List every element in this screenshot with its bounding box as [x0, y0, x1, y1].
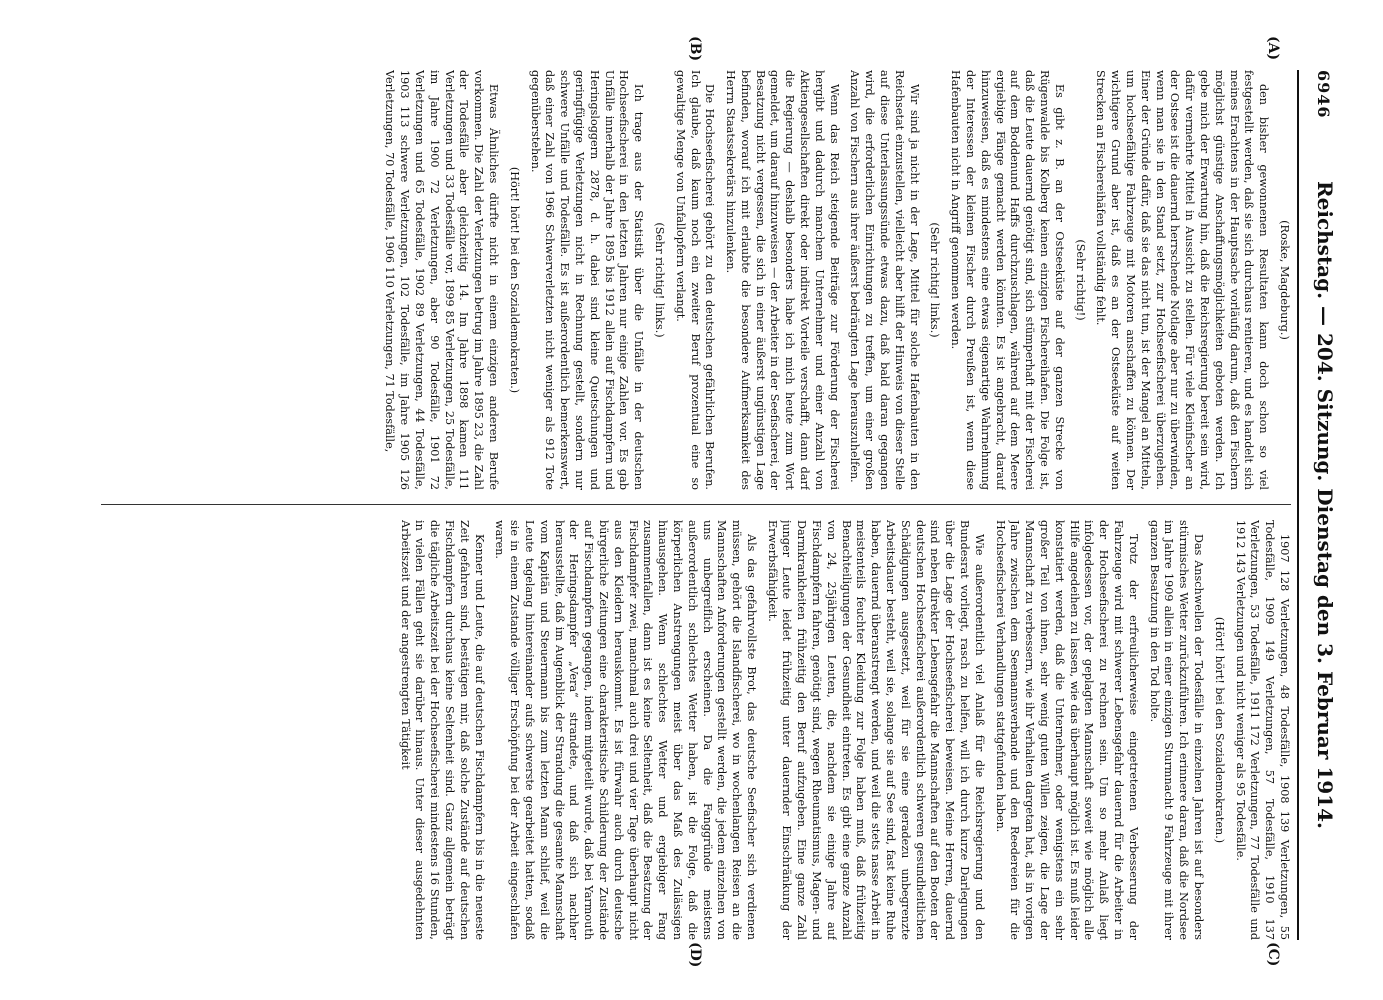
page-number: 6946	[1314, 70, 1333, 119]
paragraph: Es gibt z. B. an der Ostseeküste auf der ganzen Strecke von Rügenwalde bis Kolberg keinen einzigen Fischereihafen. Die Folge ist, daß die Leute dauernd genötigt sind, sich stümperhaft mit der Fischerei auf dem Boddenund Haffs durchzuschlagen, während auf dem Meere ergiebige Fänge gemacht werden könnten. Es ist angebracht, darauf hinzuweisen, daß es mindestens eine etwas eigenartige Wahrnehmung der Interessen der kleinen Fischer durch Preußen ist, wenn diese Hafenbauten nicht in Angriff genommen werden.	[949, 70, 1066, 490]
paragraph: Ich trage aus der Statistik über die Unfälle in der deutschen Hochseefischerei in den letzten Jahren nur einige Zahlen vor. Es gab Unfälle innerhalb der Jahre 1895 bis 1912 allein auf Fischdampfern und Heringsloggern 2878, d. h. dabei sind kleine Quetschungen und geringfügige Verletzungen nicht in Rechnung gestellt, sondern nur schwere Unfälle und Todesfälle. Es ist außerordentlich bemerkenswert, daß einer Zahl von 1966 Schwerverletzten nicht weniger als 912 Tote gegenüberstehen.	[528, 70, 646, 490]
paragraph: Etwas Ähnliches dürfte nicht in einem einzigen anderen Berufe vorkommen. Die Zahl der Verletzungen betrug im Jahre 1895 23, die Zahl der Todesfälle aber gleichzeitig 14. Im Jahre 1898 kamen 111 Verletzungen und 33 Todesfälle vor, 1899 85 Verletzungen, 25 Todesfälle, im Jahre 1900 72 Verletzungen, aber 90 Todesfälle, 1901 72 Verletzungen und 65 Todesfälle, 1902 89 Verletzungen, 44 Todesfälle, 1903 113 schwere Verletzungen, 102 Todesfälle, im Jahre 1905 126 Verletzungen, 70 Todesfälle, 1906 110 Verletzungen, 71 Todesfälle,	[383, 70, 500, 490]
paragraph: (Hört! hört! bei den Sozialdemokraten.)	[1212, 616, 1226, 844]
right-column	[101, 520, 1291, 940]
page-header	[1297, 70, 1343, 940]
paragraph: Als das gefahrvollste Brot, das deutsche Seefischer sich verdienen müssen, gehört die Islandfischerei, wo in wochenlangen Reisen an die Mannschaften Anforderungen gestellt werden, die jedem einzelnen von uns unbegreiflich erscheinen. Da die Fanggründe meistens außerordentlich schlechtes Wetter haben, ist die Folge, daß die körperlichen Anstrengungen meist über das Maß des Zulässigen hinausgehen. Wenn schlechtes Wetter und ergiebiger Fang zusammenfallen, dann ist es keine Seltenheit, daß die Besatzung der Fischdampfer zwei, manchmal auch drei und vier Tage überhaupt nicht aus den Kleidern herauskommt. Es ist fürwahr auch durch deutsche bürgerliche Zeitungen eine charakteristische Schilderung der Zustände auf Fischdampfern gegangen, indem mitgeteilt wurde, daß bei Yarmouth der Heringsdampfer „Vera“ strandete, und daß sich nachher herausstellte, daß im Augenblick der Strandung die gesamte Mannschaft vom Kapitän und Steuermann bis zum letzten Mann schlief, weil die Leute tagelang hintereinander aufs schwerste gearbeitet hatten, sodaß sie in einem Zustande völliger Erschöpfung bei der Arbeit eingeschlafen waren.	[493, 520, 758, 940]
margin-marker-a: (A)	[1265, 36, 1281, 61]
margin-marker-c: (C)	[1265, 942, 1281, 967]
paragraph: Kenner und Leute, die auf deutschen Fischdampfern bis in die neueste Zeit gefahren sind, bestätigen mir, daß solche Zustände auf deutschen Fischdampfern durchaus keine Seltenheit sind. Ganz allgemein beträgt die tägliche Arbeitszeit bei der Hochseefischerei mindestens 16 Stunden, in vielen Fällen geht sie darüber hinaus. Unter dieser ausgedehnten Arbeitszeit und der angestrengten Tätigkeit	[398, 520, 486, 940]
left-column	[101, 70, 1291, 490]
paragraph: Wir sind ja nicht in der Lage, Mittel für solche Hafenbauten in den Reichsetat einzustellen, vielleicht aber hilft der Hinweis von dieser Stelle auf diese Unterlassungssünde etwas dazu, daß bald daran gegangen wird, die erforderlichen Einrichtungen zu treffen, um einer großen Anzahl von Fischern aus ihrer äußerst bedrängten Lage herauszuhelfen.	[848, 70, 921, 490]
page-title: Reichstag. — 204. Sitzung. Dienstag den 3. Februar 1914.	[1313, 181, 1337, 829]
margin-marker-b: (B)	[687, 36, 703, 62]
paragraph: (Hört! hört! bei den Sozialdemokraten.)	[507, 166, 521, 394]
paragraph: Trotz der erfreulicherweise eingetretenen Verbesserung der Fahrzeuge wird mit schwerer Lebensgefahr dauernd für die Arbeiter in der Hochseefischerei zu rechnen sein. Um so mehr Anlaß liegt infolgedessen vor, der geplagten Mannschaft soweit wie möglich alle Hilfe angedeihen zu lassen, wie das überhaupt möglich ist. Es muß leider konstatiert werden, daß die Unternehmer, oder wenigstens ein sehr großer Teil von ihnen, sehr wenig guten Willen zeigen, die Lage der Mannschaft zu verbessern, wie ihr Verhalten dargetan hat, als in vorigen Jahre zwischen dem Seemannsverbande und den Reedereien für die Hochseefischerei Verhandlungen stattgefunden haben.	[993, 520, 1140, 940]
paragraph: Das Anschwellen der Todesfälle in einzelnen Jahren ist auf besonders stürmisches Wetter zurückzuführen. Ich erinnere daran, daß die Nordsee im Jahre 1909 allein in einer einzigen Sturmnacht 9 Fahrzeuge mit ihrer ganzen Besatzung in den Tod holte.	[1147, 520, 1206, 940]
speaker-name: (Roske, Magdeburg.)	[1278, 220, 1291, 340]
paragraph: den bisher gewonnenen Resultaten kann doch schon so viel festgestellt werden, daß sie sich durchaus rentieren, und es handelt sich meines Erachtens in der Hauptsache vorläufig darum, daß den Fischern möglichst günstige Anschaffungsmöglichkeiten geboten werden. Ich gebe mich der Erwartung hin, daß die Reichsregierung bereit sein wird, dafür vermehrte Mittel in Aussicht zu stellen. Für viele Kleinfischer an der Ostsee ist die dauernd herrschende Notlage aber nur zu überwinden, wenn man sie in den Stand setzt, zur Hochseefischerei überzugehen. Einer der Gründe dafür, daß sie das nicht tun, ist der Mangel an Mitteln, um hochseefähige Fahrzeuge mit Motoren anschaffen zu können. Der wichtigere Grund aber ist, daß es an der Ostseeküste auf weiten Strecken an Fischereihäfen vollständig fehlt.	[1094, 70, 1271, 490]
paragraph: Wenn das Reich steigende Beiträge zur Förderung der Fischerei hergibt und dadurch manchem Unternehmer und einer Anzahl von Aktiengesellschaften direkt oder indirekt Vorteile verschafft, dann darf die Regierung — deshalb besonders habe ich mich heute zum Wort gemeldet, um darauf hinzuweisen — der Arbeiter in der Seefischerei, der Besatzung nicht vergessen, die sich in einer äußerst ungünstigen Lage befinden, worauf ich mit erlaubte die besondere Aufmerksamkeit des Herrn Staatssekretärs hinzulenken.	[724, 70, 841, 490]
column-divider	[101, 504, 1291, 505]
paragraph: 1907 128 Verletzungen, 48 Todesfälle, 1908 139 Verletzungen, 55 Todesfälle, 1909 149 Verletzungen, 57 Todesfälle, 1910 137 Verletzungen, 53 Todesfälle, 1911 172 Verletzungen, 77 Todesfälle und 1912 143 Verletzungen und nicht weniger als 95 Todesfälle.	[1233, 520, 1291, 940]
paragraph: Die Hochseefischerei gehört zu den deutschen gefährlichen Berufen. Ich glaube, daß kaum noch ein zweiter Beruf prozentual eine so gewaltige Menge von Unfallopfern verlangt.	[673, 70, 717, 490]
paragraph: (Sehr richtig! links.)	[652, 222, 666, 338]
paragraph: (Sehr richtig! links.)	[928, 222, 942, 338]
margin-marker-d: (D)	[687, 942, 703, 968]
paragraph: (Sehr richtig!)	[1073, 239, 1087, 321]
document-page	[73, 36, 1343, 968]
paragraph: Wie außerordentlich viel Anlaß für die Reichsregierung und den Bundesrat vorliegt, rasch zu helfen, will ich durch kurze Darlegungen über die Lage der Hochseefischerei beweisen. Meine Herren, dauernd sind neben direkter Lebensgefahr die Mannschaften auf den Booten der deutschen Hochseefischerei außerordentlich schweren gesundheitlichen Schädigungen ausgesetzt, weil für sie eine geradezu unbegrenzte Arbeitsdauer besteht, weil sie, solange sie auf See sind, fast keine Ruhe haben, dauernd überanstrengt werden, und weil die stets nasse Arbeit in meistenteils feuchter Kleidung zur Folge haben muß, daß frühzeitig Benachteiligungen der Gesundheit eintreten. Es gibt eine ganze Anzahl von 24, 25jährigen Leuten, die, nachdem sie einige Jahre auf Fischdampfern fahren, genötigt sind, wegen Rheumatismus, Magen- und Darmkrankheiten frühzeitig den Beruf aufzugeben. Eine ganze Zahl junger Leute leidet frühzeitig unter dauernder Einschränkung der Erwerbsfähigkeit.	[765, 520, 986, 940]
